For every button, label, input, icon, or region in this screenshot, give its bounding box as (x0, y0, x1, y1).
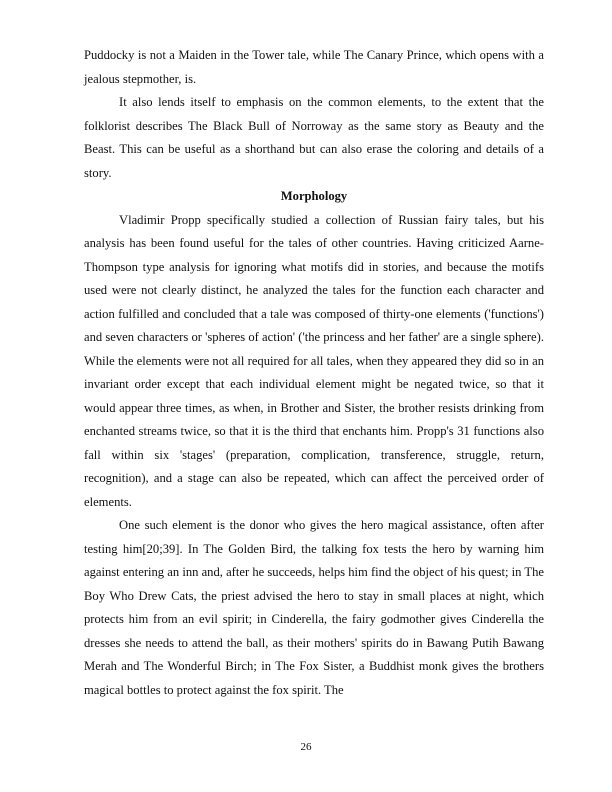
paragraph-propp: Vladimir Propp specifically studied a collection of Russian fairy tales, but his analysis has been found useful for the tales of other countries. Having criticized Aarne-Thompson type analysis for ignoring what motifs did in stories, and because the motifs used were not clearly distinct, he analyzed the tales for the function each character and action fulfilled and concluded that a tale was composed of thirty-one elements ('functions') and seven characters or 'spheres of action' ('the princess and her father' are a single sphere). While the elements were not all required for all tales, when they appeared they did so in an invariant order except that each individual element might be negated twice, so that it would appear three times, as when, in Brother and Sister, the brother resists drinking from enchanted streams twice, so that it is the third that enchants him. Propp's 31 functions also fall within six 'stages' (preparation, complication, transference, struggle, return, recognition), and a stage can also be repeated, which can affect the perceived order of elements. (84, 212, 544, 509)
paragraph-donor: One such element is the donor who gives the hero magical assistance, often after testing him[20;39]. In The Golden Bird, the talking fox tests the hero by warning him against entering an inn and, after he succeeds, helps him find the object of his quest; in The Boy Who Drew Cats, the priest advised the hero to stay in small places at night, which protects him from an evil spirit; in Cinderella, the fairy godmother gives Cinderella the dresses she needs to attend the ball, as their mothers' spirits do in Bawang Putih Bawang Merah and The Wonderful Birch; in The Fox Sister, a Buddhist monk gives the brothers magical bottles to protect against the fox spirit. The (84, 518, 544, 697)
paragraph-common-elements: It also lends itself to emphasis on the common elements, to the extent that the folklorist describes The Black Bull of Norroway as the same story as Beauty and the Beast. This can be useful as a shorthand but can also erase the coloring and details of a story. (84, 95, 544, 180)
paragraph-puddocky: Puddocky is not a Maiden in the Tower tale, while The Canary Prince, which opens with a jealous stepmother, is. (84, 48, 544, 86)
page-body (84, 44, 544, 702)
page-number: 26 (300, 741, 312, 753)
section-heading-morphology: Morphology (280, 189, 348, 203)
